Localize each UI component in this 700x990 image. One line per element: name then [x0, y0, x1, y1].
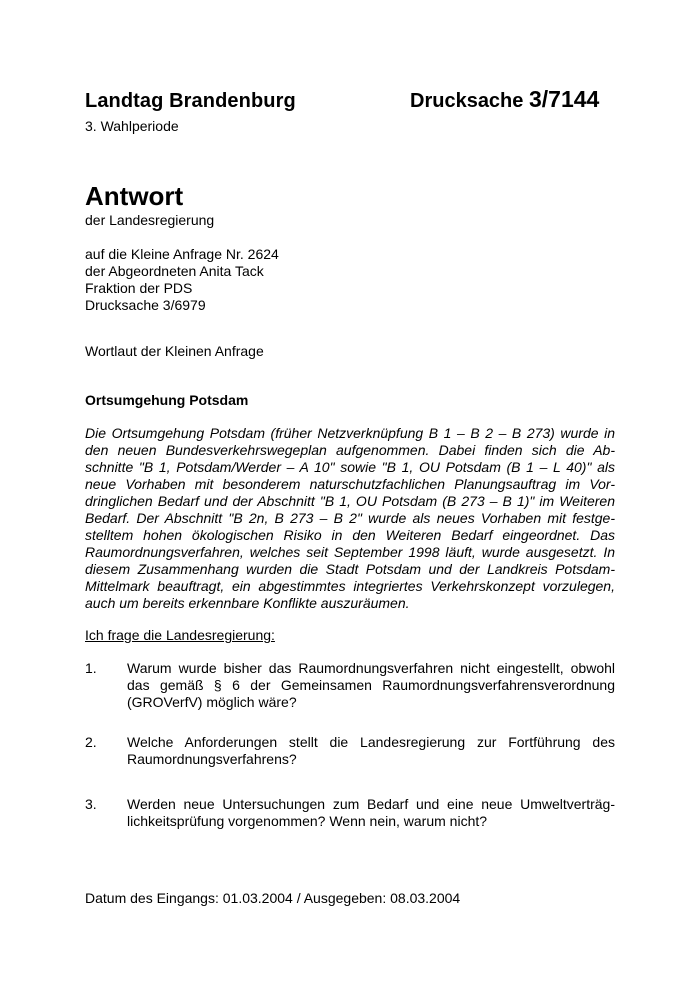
question-line: Werden neue Untersuchungen zum Bedarf und eine neue Umweltverträg- [127, 796, 615, 812]
section-heading: Ortsumgehung Potsdam [85, 392, 249, 408]
reference-line: der Abgeordneten Anita Tack [85, 263, 264, 279]
paragraph-line: den neuen Bundesverkehrswegeplan aufgenommen. Dabei finden sich die Ab- [85, 442, 615, 458]
question-text [127, 734, 615, 768]
question-line: (GROVerfV) möglich wäre? [127, 694, 297, 710]
question-number: 2. [85, 734, 97, 750]
reference-line: Drucksache 3/6979 [85, 297, 206, 313]
question-text [127, 660, 615, 711]
paragraph-line: auch um bereits erkennbare Konflikte auszuräumen. [85, 595, 410, 611]
question-intro: Ich frage die Landesregierung: [85, 627, 275, 643]
paragraph-line: Die Ortsumgehung Potsdam (früher Netzverknüpfung B 1 – B 2 – B 273) wurde in [85, 425, 615, 441]
drucksache-label: Drucksache [410, 90, 524, 112]
drucksache-header [410, 86, 599, 113]
paragraph-line: stelltem hohen ökologischen Risiko in den Weiteren Bedarf eingeordnet. Das [85, 527, 615, 543]
inquiry-paragraph [85, 425, 615, 612]
paragraph-line: Mittelmark beauftragt, ein abgestimmtes integriertes Verkehrskonzept vorzulegen, [85, 578, 615, 594]
question-line: Warum wurde bisher das Raumordnungsverfahren nicht eingestellt, obwohl [127, 660, 615, 676]
wahlperiode: 3. Wahlperiode [85, 118, 179, 134]
drucksache-number: 3/7144 [528, 86, 600, 112]
intro-text: Wortlaut der Kleinen Anfrage [85, 343, 264, 359]
paragraph-line: dringlichen Bedarf und der Abschnitt "B 1, OU Potsdam (B 273 – B 1)" im Weiteren [85, 493, 615, 509]
question-text [127, 796, 615, 830]
date-footer: Datum des Eingangs: 01.03.2004 / Ausgegeben: 08.03.2004 [85, 890, 461, 906]
question-line: lichkeitsprüfung vorgenommen? Wenn nein, warum nicht? [127, 813, 488, 829]
paragraph-line: schnitte "B 1, Potsdam/Werder – A 10" sowie "B 1, OU Potsdam (B 1 – L 40)" als [85, 459, 615, 475]
reference-line: auf die Kleine Anfrage Nr. 2624 [85, 246, 279, 262]
reference-line: Fraktion der PDS [85, 280, 193, 296]
paragraph-line: diesem Zusammenhang wurden die Stadt Potsdam und der Landkreis Potsdam- [85, 561, 615, 577]
document-title: Antwort [85, 181, 184, 211]
document-subtitle: der Landesregierung [85, 212, 215, 228]
question-line: Welche Anforderungen stellt die Landesregierung zur Fortführung des [127, 734, 615, 750]
paragraph-line: Raumordnungsverfahren, welches seit September 1998 läuft, wurde ausgesetzt. In [85, 544, 615, 560]
question-line: Raumordnungsverfahrens? [127, 751, 297, 767]
paragraph-line: Bedarf. Der Abschnitt "B 2n, B 273 – B 2" wurde als neues Vorhaben mit festge- [85, 510, 615, 526]
reference-block [85, 246, 279, 314]
question-number: 3. [85, 796, 97, 812]
question-line: das gemäß § 6 der Gemeinsamen Raumordnungsverfahrensverordnung [127, 677, 615, 693]
question-number: 1. [85, 660, 97, 676]
organization-name: Landtag Brandenburg [85, 90, 296, 112]
paragraph-line: neue Vorhaben mit besonderem naturschutzfachlichen Planungsauftrag im Vor- [85, 476, 615, 492]
